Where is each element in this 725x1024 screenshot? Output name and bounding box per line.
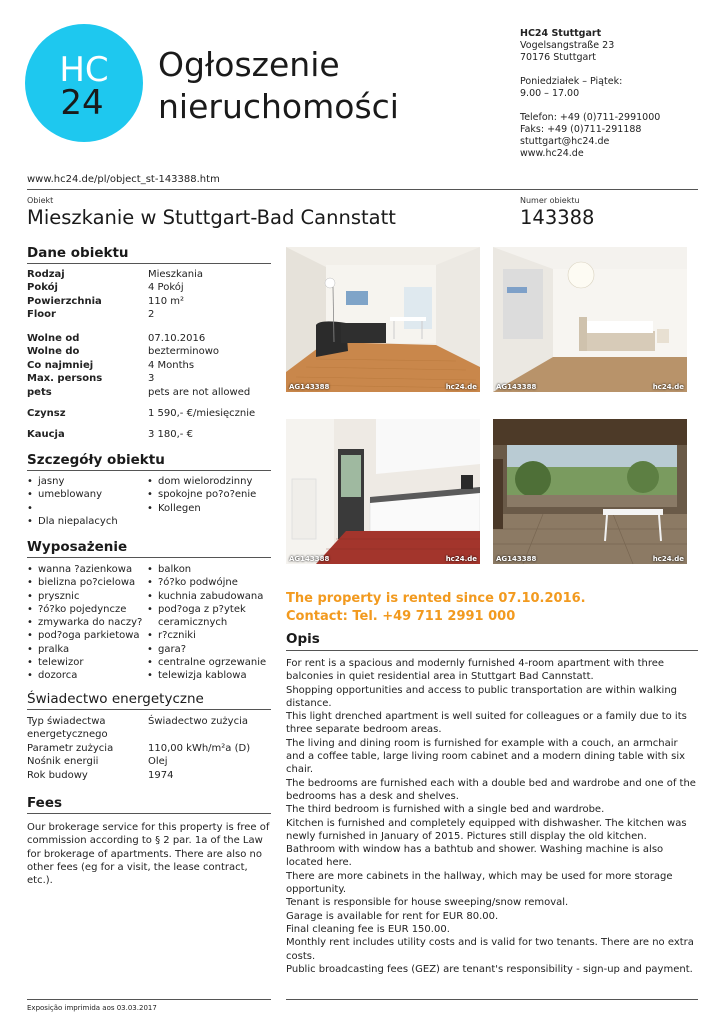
data-row — [27, 268, 203, 281]
row-key: Rodzaj — [27, 269, 65, 280]
row-value — [148, 728, 250, 741]
data-row — [27, 345, 250, 358]
row-key: energetycznego — [27, 729, 108, 741]
row-key: Rok budowy — [27, 769, 88, 781]
fees-text: Our brokerage service for this property is free of commission according to § 2 par. 1a of the Law for brokerage of apartments. There are also no other fees (eg for a visit, the lease contract, etc.). — [27, 822, 270, 887]
divider — [27, 709, 271, 710]
rented-contact-line: Contact: Tel. +49 711 2991 000 — [286, 609, 516, 624]
equipment-item: • centralne ogrzewanie — [147, 656, 277, 669]
row-value: Mieszkania — [148, 269, 204, 280]
description-paragraph: Garage is available for rent for EUR 80.00. — [286, 910, 499, 922]
row-value: Świadectwo zużycia — [148, 716, 248, 727]
contact-block — [520, 28, 660, 160]
rent-key: Czynsz — [27, 408, 66, 419]
hc24-logo — [25, 24, 143, 142]
description-paragraph: Shopping opportunities and access to public transportation are within walking distance. — [286, 684, 678, 709]
deposit-row — [27, 428, 193, 441]
description-paragraph: The living and dining room is furnished for example with a couch, an armchair and a coffee table, large living room cabinet and a modern dining table with six chair. — [286, 737, 686, 776]
print-date: Exposição imprimida aos 03.03.2017 — [27, 1004, 157, 1012]
description-paragraph: Final cleaning fee is EUR 150.00. — [286, 923, 450, 935]
rent-row — [27, 407, 255, 420]
data-row — [27, 372, 250, 385]
watermark-site: hc24.de — [445, 383, 477, 391]
deposit-value: 3 180,- € — [148, 429, 193, 440]
row-key: Max. persons — [27, 373, 103, 385]
row-value: 110,00 kWh/m²a (D) — [148, 742, 251, 754]
contact-fax: Faks: +49 (0)711-291188 — [520, 124, 642, 135]
description-paragraph: This light drenched apartment is well suited for colleagues or a family due to its three separate bedroom areas. — [286, 711, 687, 736]
object-title: Mieszkanie w Stuttgart-Bad Cannstatt — [27, 206, 396, 229]
data-row — [27, 728, 250, 741]
row-key: Powierzchnia — [27, 295, 102, 307]
logo-text-bottom: 24 — [60, 83, 104, 123]
data-row — [27, 715, 250, 728]
section-heading-energy: Świadectwo energetyczne — [27, 691, 204, 707]
equipment-item: • bielizna po?cielowa — [27, 576, 145, 589]
photo-balcony-image — [493, 419, 687, 564]
equipment-item: • pod?oga parkietowa — [27, 629, 145, 642]
row-value: pets are not allowed — [148, 386, 251, 398]
equipment-item: • ?ó?ko podwójne — [147, 576, 277, 589]
row-key: Nośnik energii — [27, 756, 99, 768]
equipment-list-2 — [147, 563, 277, 683]
details-list-2 — [147, 475, 277, 515]
row-key: pets — [27, 386, 52, 398]
equipment-item: • kuchnia zabudowana — [147, 590, 277, 603]
equipment-item: • pralka — [27, 643, 145, 656]
contact-street: Vogelsangstraße 23 — [520, 40, 615, 51]
dane-rent-table — [27, 407, 255, 420]
data-row — [27, 308, 203, 321]
photo-living-room[interactable] — [286, 247, 480, 392]
row-value: 4 Months — [148, 359, 195, 371]
section-heading-fees: Fees — [27, 795, 63, 811]
page-title — [158, 44, 399, 128]
watermark-id: AG143388 — [289, 555, 330, 563]
row-value: Olej — [148, 756, 168, 768]
detail-item: • dom wielorodzinny — [147, 475, 277, 488]
photo-bedroom[interactable] — [493, 247, 687, 392]
row-value: 4 Pokój — [148, 282, 184, 294]
detail-item: • umeblowany — [27, 488, 145, 501]
equipment-item: • wanna ?azienkowa — [27, 563, 145, 576]
data-row — [27, 386, 250, 399]
description-paragraph: Kitchen is furnished and completely equipped with dishwasher. The kitchen was newly furnished in January of 2015. Pictures still display the old kitchen. — [286, 817, 687, 842]
energy-table — [27, 715, 250, 782]
row-key: Wolne do — [27, 346, 80, 358]
row-value: 07.10.2016 — [148, 333, 206, 344]
equipment-item: • ?ó?ko pojedyncze — [27, 603, 145, 616]
equipment-item: • telewizor — [27, 656, 145, 669]
contact-city: 70176 Stuttgart — [520, 52, 596, 63]
row-key: Wolne od — [27, 333, 80, 344]
contact-hours: 9.00 – 17.00 — [520, 88, 580, 99]
contact-name: HC24 Stuttgart — [520, 28, 602, 39]
detail-item — [27, 502, 145, 515]
equipment-item: • gara? — [147, 643, 277, 656]
equipment-item: • dozorca — [27, 669, 145, 682]
description-paragraph: There are more cabinets in the hallway, which may be used for more storage opportunity. — [286, 870, 673, 896]
row-value: bezterminowo — [148, 346, 220, 358]
row-key: Typ świadectwa — [27, 716, 106, 727]
equipment-item: • prysznic — [27, 590, 145, 603]
deposit-key: Kaucja — [27, 429, 65, 440]
logo-text-top: HC — [59, 50, 109, 90]
divider — [27, 813, 271, 814]
detail-item: • jasny — [27, 475, 145, 488]
equipment-item: • pod?oga z p?ytek — [147, 603, 277, 616]
page-title-line-2: nieruchomości — [158, 87, 399, 126]
detail-item: • spokojne po?o?enie — [147, 488, 277, 501]
description-paragraph: The third bedroom is furnished with a single bed and wardrobe. — [286, 804, 605, 816]
contact-phone: Telefon: +49 (0)711-2991000 — [520, 112, 661, 123]
row-key: Parametr zużycia — [27, 742, 114, 754]
rented-line-1: The property is rented since 07.10.2016. — [286, 591, 586, 606]
description-paragraph: For rent is a spacious and modernly furnished 4-room apartment with three balconies in quiet residential area in Stuttgart Bad Cannstatt. — [286, 658, 665, 683]
object-url[interactable]: www.hc24.de/pl/object_st-143388.htm — [27, 174, 220, 185]
equipment-item: • telewizja kablowa — [147, 669, 277, 682]
description-paragraph: Bathroom with window has a bathtub and shower. Washing machine is also located here. — [286, 844, 664, 869]
data-row — [27, 359, 250, 372]
watermark-site: hc24.de — [445, 555, 477, 563]
watermark-site: hc24.de — [652, 383, 684, 391]
object-label: Obiekt — [27, 196, 54, 205]
footer-divider — [27, 999, 271, 1000]
section-heading-details: Szczegóły obiektu — [27, 452, 165, 468]
data-row — [27, 295, 203, 308]
data-row — [27, 332, 250, 345]
photo-balcony[interactable] — [493, 419, 687, 564]
contact-days: Poniedziałek – Piątek: — [520, 76, 623, 87]
description-paragraph: The bedrooms are furnished each with a double bed and wardrobe and one of the bedrooms has a desk and shelves. — [286, 777, 696, 802]
description-text — [286, 657, 698, 976]
detail-item: • Dla niepalacych — [27, 515, 145, 528]
divider — [27, 263, 271, 264]
divider — [27, 557, 271, 558]
equipment-item: • zmywarka do naczy? — [27, 616, 145, 629]
data-row — [27, 769, 250, 782]
page-title-line-1: Ogłoszenie — [158, 45, 340, 84]
description-paragraph: Tenant is responsible for house sweeping/snow removal. — [286, 897, 569, 909]
dane-table-1 — [27, 268, 203, 322]
details-list-1 — [27, 475, 145, 528]
row-key: Co najmniej — [27, 359, 94, 371]
photo-kitchen[interactable] — [286, 419, 480, 564]
object-number: 143388 — [520, 206, 595, 229]
object-number-label: Numer obiektu — [520, 196, 580, 205]
dane-deposit-table — [27, 428, 193, 441]
watermark-id: AG143388 — [496, 555, 537, 563]
divider — [286, 650, 698, 651]
hc24-logo-mark — [25, 24, 143, 142]
equipment-item: • balkon — [147, 563, 277, 576]
row-value: 110 m² — [148, 295, 185, 307]
divider — [27, 470, 271, 471]
footer-divider — [286, 999, 698, 1000]
photo-bedroom-image — [493, 247, 687, 392]
row-value: 1974 — [148, 769, 174, 781]
description-paragraph: Public broadcasting fees (GEZ) are tenant's responsibility - sign-up and payment. — [286, 963, 693, 975]
data-row — [27, 755, 250, 768]
equipment-item: • r?czniki — [147, 629, 277, 642]
watermark-id: AG143388 — [289, 383, 330, 391]
watermark-id: AG143388 — [496, 383, 537, 391]
row-key: Floor — [27, 309, 56, 321]
row-key: Pokój — [27, 282, 58, 294]
divider — [27, 189, 698, 190]
description-paragraph: Monthly rent includes utility costs and is valid for two tenants. There are no extra costs. — [286, 937, 694, 962]
contact-web[interactable]: www.hc24.de — [520, 148, 584, 159]
detail-item: • Kollegen — [147, 502, 277, 515]
rented-notice — [286, 590, 586, 626]
row-value: 2 — [148, 309, 155, 321]
row-value: 3 — [148, 373, 155, 385]
section-heading-description: Opis — [286, 631, 320, 647]
equipment-item: ceramicznych — [158, 617, 228, 629]
contact-email[interactable]: stuttgart@hc24.de — [520, 136, 610, 147]
section-heading-equipment: Wyposażenie — [27, 539, 128, 555]
photo-kitchen-image — [286, 419, 480, 564]
equipment-list-1 — [27, 563, 145, 683]
photo-living-room-image — [286, 247, 480, 392]
section-heading-dane: Dane obiektu — [27, 245, 129, 261]
data-row — [27, 742, 250, 755]
data-row — [27, 281, 203, 294]
rent-value: 1 590,- €/miesięcznie — [148, 408, 256, 419]
dane-table-2 — [27, 332, 250, 399]
watermark-site: hc24.de — [652, 555, 684, 563]
